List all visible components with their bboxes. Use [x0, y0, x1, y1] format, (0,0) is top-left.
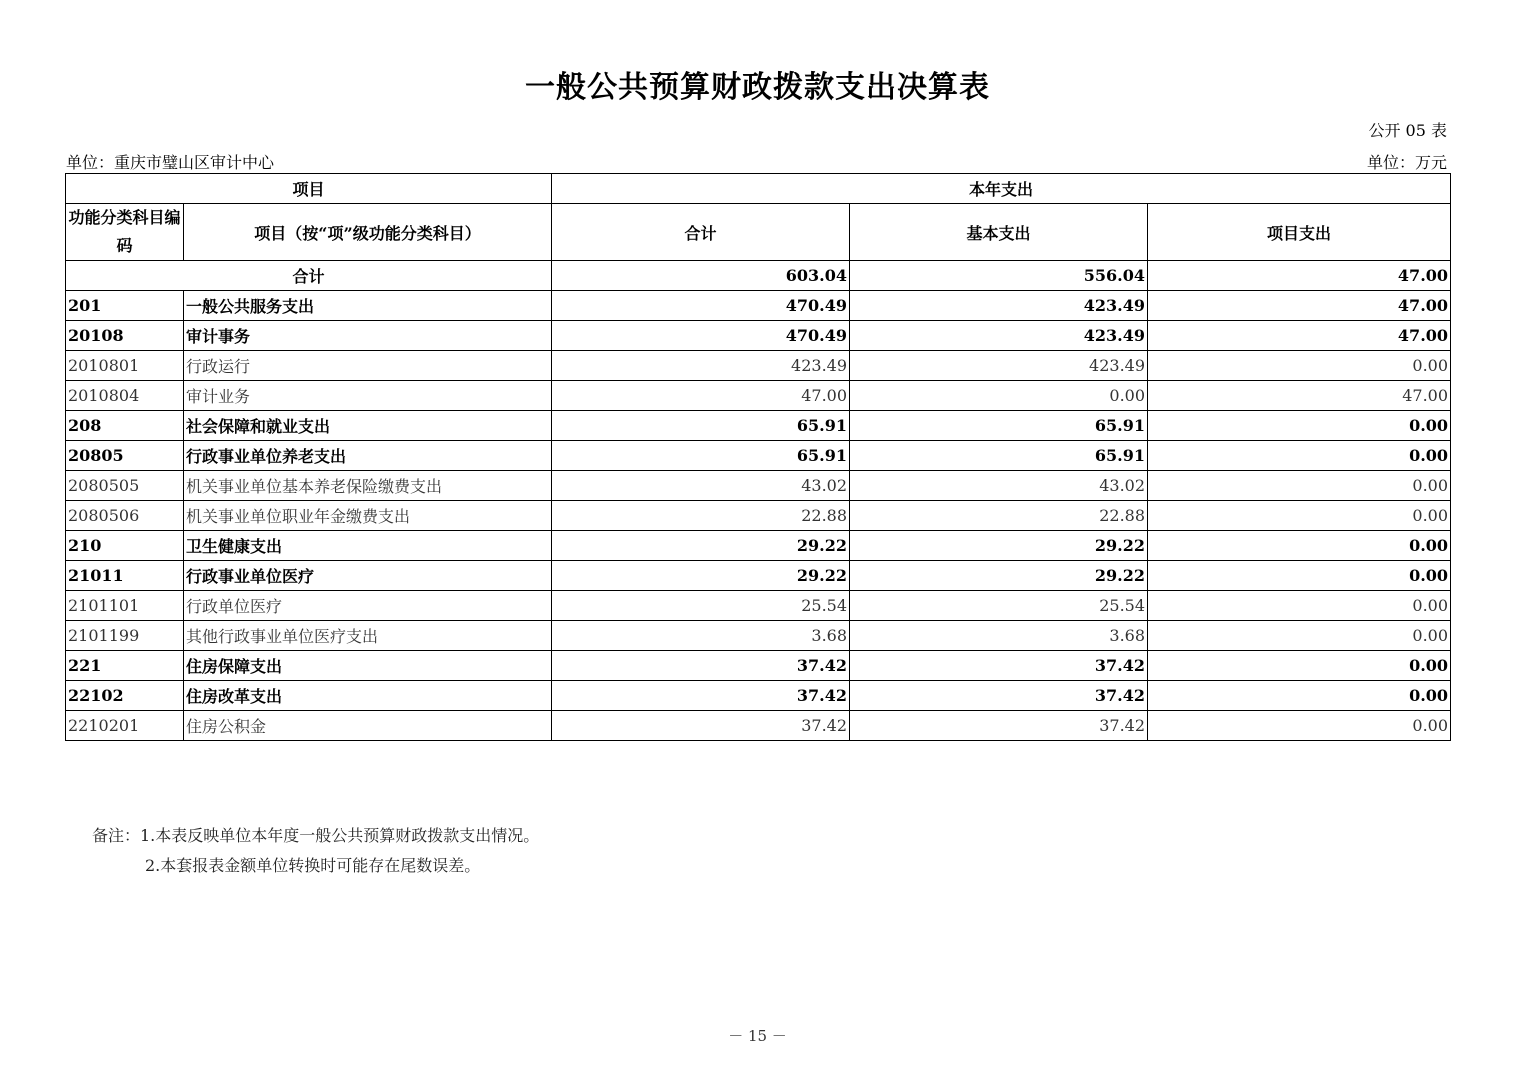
header-current-year: 本年支出: [552, 174, 1451, 204]
row-total: 22.88: [552, 501, 850, 531]
row-name: 行政运行: [184, 351, 552, 381]
row-total: 43.02: [552, 471, 850, 501]
row-basic: 65.91: [850, 411, 1148, 441]
page-title: 一般公共预算财政拨款支出决算表: [525, 70, 990, 105]
row-total: 37.42: [552, 681, 850, 711]
row-project: 0.00: [1148, 471, 1451, 501]
row-project: 0.00: [1148, 501, 1451, 531]
row-basic: 65.91: [850, 441, 1148, 471]
row-project: 0.00: [1148, 531, 1451, 561]
row-basic: 22.88: [850, 501, 1148, 531]
row-code: 2080506: [66, 501, 184, 531]
table-code: 公开 05 表: [1368, 121, 1447, 140]
row-total: 29.22: [552, 561, 850, 591]
row-project: 0.00: [1148, 561, 1451, 591]
table-row: [66, 471, 1451, 501]
table-row: [66, 501, 1451, 531]
row-code: 2010804: [66, 381, 184, 411]
row-basic: 43.02: [850, 471, 1148, 501]
row-name: 一般公共服务支出: [184, 291, 552, 321]
row-name: 行政事业单位医疗: [184, 561, 552, 591]
table-row: [66, 351, 1451, 381]
row-project: 0.00: [1148, 621, 1451, 651]
row-basic: 37.42: [850, 681, 1148, 711]
row-total: 423.49: [552, 351, 850, 381]
row-project: 0.00: [1148, 681, 1451, 711]
row-name: 审计业务: [184, 381, 552, 411]
table-row: [66, 591, 1451, 621]
row-total: 65.91: [552, 441, 850, 471]
table-row: [66, 711, 1451, 741]
row-code: 2080505: [66, 471, 184, 501]
row-code: 201: [66, 291, 184, 321]
row-basic: 37.42: [850, 711, 1148, 741]
row-basic: 423.49: [850, 321, 1148, 351]
table-row: [66, 291, 1451, 321]
row-basic: 423.49: [850, 351, 1148, 381]
row-total: 470.49: [552, 321, 850, 351]
row-total: 47.00: [552, 381, 850, 411]
row-basic: 37.42: [850, 651, 1148, 681]
row-total: 37.42: [552, 711, 850, 741]
unit-organization: 单位：重庆市璧山区审计中心: [66, 153, 275, 172]
row-basic: 25.54: [850, 591, 1148, 621]
total-basic: 556.04: [850, 261, 1148, 291]
row-name: 住房改革支出: [184, 681, 552, 711]
row-project: 47.00: [1148, 321, 1451, 351]
row-code: 221: [66, 651, 184, 681]
table-row: [66, 621, 1451, 651]
table-row: [66, 561, 1451, 591]
row-code: 21011: [66, 561, 184, 591]
table-row: [66, 681, 1451, 711]
row-name: 住房保障支出: [184, 651, 552, 681]
table-row: [66, 651, 1451, 681]
table-row: [66, 381, 1451, 411]
row-name: 其他行政事业单位医疗支出: [184, 621, 552, 651]
note-1: 备注：1.本表反映单位本年度一般公共预算财政拨款支出情况。: [92, 826, 540, 845]
row-code: 208: [66, 411, 184, 441]
row-name: 机关事业单位基本养老保险缴费支出: [184, 471, 552, 501]
total-sum: 603.04: [552, 261, 850, 291]
total-label: 合计: [66, 261, 552, 291]
row-basic: 29.22: [850, 531, 1148, 561]
row-project: 0.00: [1148, 711, 1451, 741]
header-basic: 基本支出: [850, 204, 1148, 261]
row-total: 25.54: [552, 591, 850, 621]
row-code: 2101101: [66, 591, 184, 621]
row-code: 22102: [66, 681, 184, 711]
row-project: 0.00: [1148, 351, 1451, 381]
row-basic: 3.68: [850, 621, 1148, 651]
row-code: 20805: [66, 441, 184, 471]
row-code: 20108: [66, 321, 184, 351]
note-2: 2.本套报表金额单位转换时可能存在尾数误差。: [145, 856, 481, 875]
total-row: [66, 261, 1451, 291]
notes: [92, 821, 539, 881]
row-code: 2010801: [66, 351, 184, 381]
row-code: 2101199: [66, 621, 184, 651]
row-total: 65.91: [552, 411, 850, 441]
table-row: [66, 441, 1451, 471]
row-name: 住房公积金: [184, 711, 552, 741]
row-name: 审计事务: [184, 321, 552, 351]
row-total: 37.42: [552, 651, 850, 681]
row-name: 机关事业单位职业年金缴费支出: [184, 501, 552, 531]
expenditure-table: [65, 173, 1451, 741]
row-basic: 423.49: [850, 291, 1148, 321]
header-item: 项目: [66, 174, 552, 204]
header-code: 功能分类科目编码: [66, 204, 184, 261]
row-total: 29.22: [552, 531, 850, 561]
row-basic: 29.22: [850, 561, 1148, 591]
row-code: 2210201: [66, 711, 184, 741]
row-total: 470.49: [552, 291, 850, 321]
total-project: 47.00: [1148, 261, 1451, 291]
row-project: 0.00: [1148, 651, 1451, 681]
table-row: [66, 531, 1451, 561]
row-project: 47.00: [1148, 291, 1451, 321]
row-total: 3.68: [552, 621, 850, 651]
row-project: 0.00: [1148, 411, 1451, 441]
header-item-detail: 项目（按“项”级功能分类科目）: [184, 204, 552, 261]
unit-currency: 单位：万元: [1366, 153, 1447, 172]
row-name: 卫生健康支出: [184, 531, 552, 561]
row-name: 行政事业单位养老支出: [184, 441, 552, 471]
table-row: [66, 411, 1451, 441]
page-number: － 15 －: [728, 1027, 787, 1045]
row-project: 0.00: [1148, 591, 1451, 621]
header-total: 合计: [552, 204, 850, 261]
row-basic: 0.00: [850, 381, 1148, 411]
row-project: 47.00: [1148, 381, 1451, 411]
table-row: [66, 321, 1451, 351]
header-project: 项目支出: [1148, 204, 1451, 261]
row-name: 社会保障和就业支出: [184, 411, 552, 441]
row-code: 210: [66, 531, 184, 561]
row-name: 行政单位医疗: [184, 591, 552, 621]
row-project: 0.00: [1148, 441, 1451, 471]
